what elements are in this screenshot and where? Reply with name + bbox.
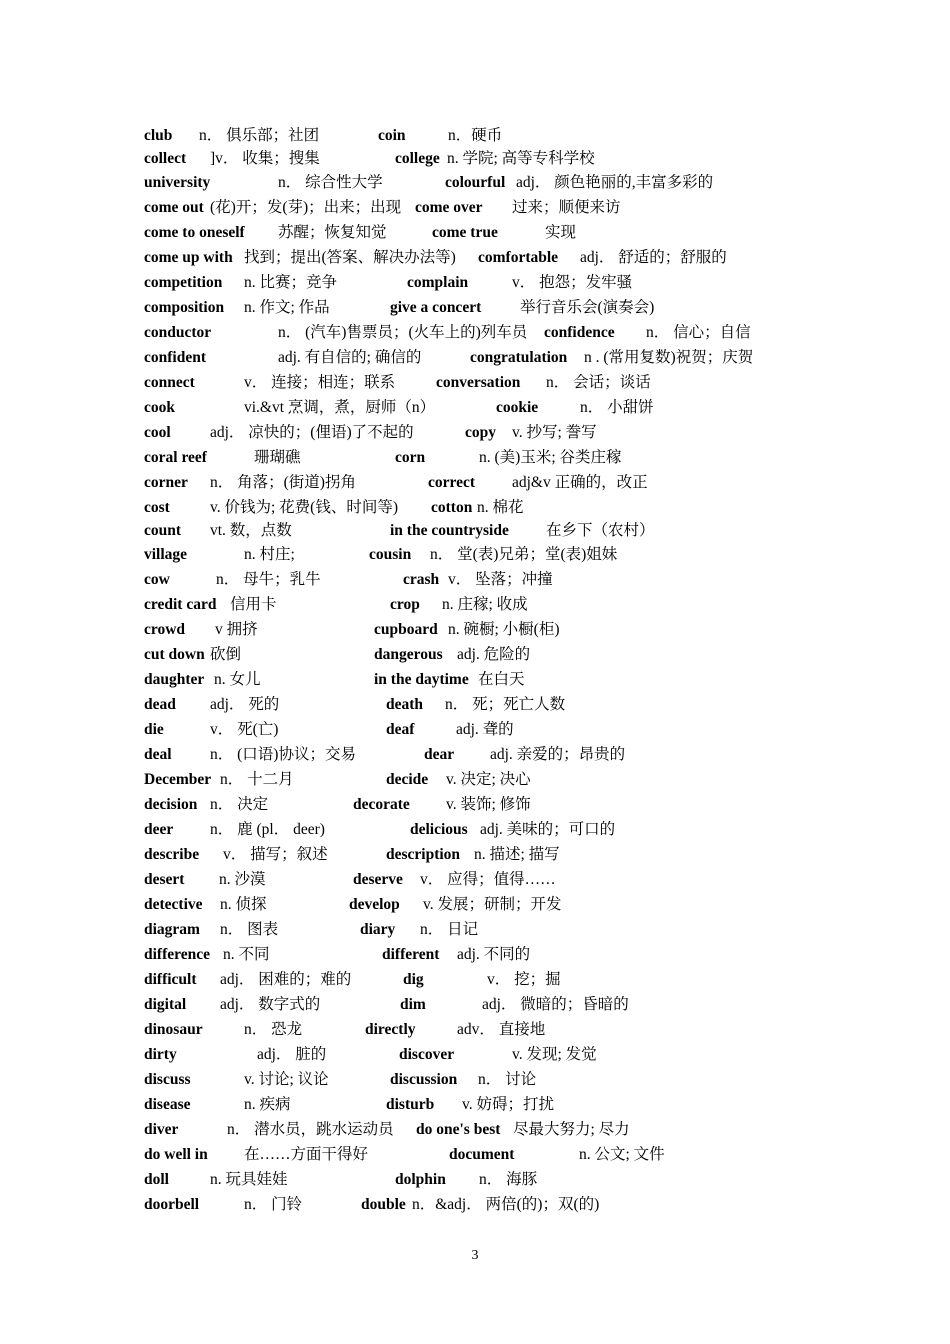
vocab-definition: adj． 舒适的；舒服的	[580, 249, 727, 266]
vocab-term: decide	[386, 771, 429, 788]
vocab-term: composition	[144, 299, 225, 316]
vocab-line-cometo	[144, 220, 844, 245]
vocab-line-creditcard	[144, 592, 844, 617]
vocab-line-detective	[144, 892, 844, 917]
vocab-term: coral reef	[144, 449, 207, 466]
vocab-term: death	[386, 696, 424, 713]
vocab-term: doll	[144, 1171, 169, 1188]
vocab-term: come over	[415, 199, 483, 216]
vocab-term: confidence	[544, 324, 615, 341]
vocab-term: die	[144, 721, 164, 738]
vocab-definition: 尽最大努力; 尽力	[513, 1121, 630, 1138]
vocab-line-daughter	[144, 667, 844, 692]
vocab-definition: adj． 死的	[210, 696, 280, 713]
vocab-definition: n. 比赛；竞争	[244, 274, 338, 291]
vocab-definition: n. 村庄;	[244, 546, 295, 563]
vocab-term: dead	[144, 696, 176, 713]
vocab-line-desert	[144, 867, 844, 892]
vocab-line-discuss	[144, 1067, 844, 1092]
vocab-term: colourful	[445, 174, 506, 191]
vocab-term: decision	[144, 796, 198, 813]
vocab-line-cook	[144, 395, 844, 420]
vocab-line-connect	[144, 370, 844, 395]
vocab-term: deal	[144, 746, 172, 763]
vocab-definition: v． 死(亡)	[210, 721, 279, 738]
vocab-term: complain	[407, 274, 469, 291]
vocab-definition: n． 角落；(街道)拐角	[210, 474, 356, 491]
vocab-term: come up with	[144, 249, 233, 266]
vocab-definition: n. 棉花	[477, 499, 524, 516]
vocab-term: dinosaur	[144, 1021, 203, 1038]
vocab-definition: n． 决定	[210, 796, 269, 813]
vocab-definition: vt. 数，点数	[210, 522, 292, 539]
vocab-definition: n. 玩具娃娃	[210, 1171, 288, 1188]
vocab-definition: n． 堂(表)兄弟；堂(表)姐妹	[430, 546, 618, 563]
vocab-line-deal	[144, 742, 844, 767]
vocab-term: dirty	[144, 1046, 177, 1063]
vocab-line-crowd	[144, 617, 844, 642]
vocab-term: digital	[144, 996, 187, 1013]
vocab-definition: (花)开；发(芽)；出来；出现	[210, 199, 402, 216]
vocab-line-die	[144, 717, 844, 742]
vocab-line-comeout	[144, 195, 844, 220]
vocab-term: copy	[465, 424, 496, 441]
vocab-definition: adj. 亲爱的；昂贵的	[490, 746, 626, 763]
vocab-term: cost	[144, 499, 170, 516]
vocab-definition: 过来；顺便来访	[512, 199, 621, 216]
vocab-line-village	[144, 542, 844, 567]
vocab-term: desert	[144, 871, 185, 888]
vocab-definition: v． 描写；叙述	[223, 846, 328, 863]
vocab-definition: adj. 不同的	[457, 946, 531, 963]
vocab-term: conversation	[436, 374, 521, 391]
vocab-term: congratulation	[470, 349, 568, 366]
vocab-term: come out	[144, 199, 204, 216]
vocab-term: different	[382, 946, 440, 963]
vocab-line-decision	[144, 792, 844, 817]
vocab-term: dolphin	[395, 1171, 446, 1188]
vocab-line-dowellin	[144, 1142, 844, 1167]
vocab-definition: n． 俱乐部；社团	[199, 127, 320, 144]
vocab-term: deaf	[386, 721, 415, 738]
vocab-definition: 在白天	[478, 671, 525, 688]
vocab-term: correct	[428, 474, 476, 491]
vocab-term: cut down	[144, 646, 205, 663]
vocab-line-disease	[144, 1092, 844, 1117]
vocab-definition: adj． 困难的；难的	[220, 971, 352, 988]
vocab-definition: n. 沙漠	[219, 871, 266, 888]
vocab-definition: 在乡下（农村）	[546, 522, 655, 539]
vocab-definition: adj. 美味的；可口的	[480, 821, 616, 838]
vocab-term: dangerous	[374, 646, 443, 663]
vocab-definition: vi.&vt 烹调，煮，厨师（n）	[244, 399, 436, 416]
vocab-line-conductor	[144, 320, 844, 345]
vocab-term: dear	[424, 746, 455, 763]
vocab-line-describe	[144, 842, 844, 867]
vocab-definition: adj. 危险的	[457, 646, 531, 663]
vocab-term: do well in	[144, 1146, 208, 1163]
vocab-definition: n． 死；死亡人数	[445, 696, 566, 713]
vocab-term: double	[361, 1196, 406, 1213]
vocab-term: come to oneself	[144, 224, 245, 241]
vocab-term: college	[395, 150, 440, 167]
vocab-definition: n．&adj． 两倍(的)；双(的)	[412, 1196, 600, 1213]
vocab-line-coralreef	[144, 445, 844, 470]
vocab-line-dinosaur	[144, 1017, 844, 1042]
vocab-definition: n． 恐龙	[244, 1021, 303, 1038]
vocab-line-confident	[144, 345, 844, 370]
vocab-definition: n． 综合性大学	[278, 174, 383, 191]
vocab-term: delicious	[410, 821, 468, 838]
vocab-definition: n． 日记	[420, 921, 479, 938]
vocab-term: discussion	[390, 1071, 458, 1088]
vocab-term: difference	[144, 946, 210, 963]
vocab-definition: n． 门铃	[244, 1196, 303, 1213]
vocab-line-cow	[144, 567, 844, 592]
vocab-line-diagram	[144, 917, 844, 942]
vocab-line-university	[144, 170, 844, 195]
vocab-definition: v. 装饰; 修饰	[446, 796, 531, 813]
vocab-term: in the daytime	[374, 671, 469, 688]
vocab-term: cook	[144, 399, 175, 416]
vocab-term: dig	[403, 971, 424, 988]
vocab-line-collect	[144, 148, 844, 170]
vocab-definition: adj． 微暗的；昏暗的	[482, 996, 629, 1013]
vocab-term: confident	[144, 349, 206, 366]
vocab-definition: adj&v 正确的，改正	[512, 474, 648, 491]
vocab-definition: n. 疾病	[244, 1096, 291, 1113]
vocab-term: club	[144, 127, 173, 144]
vocab-term: decorate	[353, 796, 410, 813]
vocab-term: directly	[365, 1021, 416, 1038]
vocab-definition: n． 潜水员，跳水运动员	[227, 1121, 394, 1138]
vocab-definition: n. 碗橱; 小橱(柜)	[448, 621, 560, 638]
vocab-definition: n． (口语)协议；交易	[210, 746, 356, 763]
vocab-line-count	[144, 520, 844, 542]
vocab-line-cost	[144, 495, 844, 520]
vocab-term: disease	[144, 1096, 191, 1113]
vocab-definition: adj. 聋的	[456, 721, 514, 738]
vocab-definition: n. 不同	[223, 946, 270, 963]
vocab-line-cool	[144, 420, 844, 445]
vocab-term: university	[144, 174, 211, 191]
vocab-definition: n． 母牛；乳牛	[216, 571, 321, 588]
vocab-definition: n． 信心；自信	[646, 324, 751, 341]
vocab-definition: n． 图表	[220, 921, 279, 938]
vocab-term: collect	[144, 150, 187, 167]
vocab-line-competition	[144, 270, 844, 295]
vocab-definition: n. 庄稼; 收成	[442, 596, 528, 613]
vocab-term: dim	[400, 996, 426, 1013]
vocab-term: describe	[144, 846, 200, 863]
vocab-term: credit card	[144, 596, 217, 613]
vocab-term: doorbell	[144, 1196, 200, 1213]
vocab-term: deserve	[353, 871, 403, 888]
vocab-definition: 在……方面干得好	[244, 1146, 369, 1163]
vocab-line-difference	[144, 942, 844, 967]
vocab-definition: n． 十二月	[220, 771, 294, 788]
vocab-term: cotton	[431, 499, 473, 516]
vocab-definition: 信用卡	[230, 596, 277, 613]
vocab-definition: n. 侦探	[220, 896, 267, 913]
vocab-definition: v． 抱怨；发牢骚	[512, 274, 633, 291]
vocab-definition: n. 描述; 描写	[474, 846, 560, 863]
vocab-term: in the countryside	[390, 522, 509, 539]
vocab-term: December	[144, 771, 212, 788]
vocab-term: cousin	[369, 546, 412, 563]
vocab-term: cupboard	[374, 621, 438, 638]
vocab-definition: 珊瑚礁	[254, 449, 301, 466]
vocab-term: cookie	[496, 399, 539, 416]
vocab-definition: n. 公文; 文件	[579, 1146, 665, 1163]
vocab-definition: 找到；提出(答案、解决办法等)	[244, 249, 456, 266]
vocab-definition: v. 发现; 发觉	[512, 1046, 597, 1063]
vocab-term: come true	[432, 224, 498, 241]
vocab-definition: n． 小甜饼	[580, 399, 654, 416]
vocab-definition: n． (汽车)售票员；(火车上的)列车员	[278, 324, 528, 341]
vocab-definition: ]v． 收集；搜集	[210, 150, 320, 167]
vocab-term: document	[449, 1146, 515, 1163]
vocab-definition: v. 妨碍；打扰	[462, 1096, 554, 1113]
page-number: 3	[471, 1248, 479, 1263]
vocab-definition: n. 作文; 作品	[244, 299, 330, 316]
vocab-definition: v． 坠落；冲撞	[448, 571, 553, 588]
vocab-line-cutdown	[144, 642, 844, 667]
vocab-term: description	[386, 846, 461, 863]
vocab-definition: v 拥挤	[215, 621, 258, 638]
vocab-term: cool	[144, 424, 171, 441]
vocab-term: difficult	[144, 971, 197, 988]
vocab-definition: n. (美)玉米; 谷类庄稼	[479, 449, 622, 466]
vocab-definition: v. 价钱为; 花费(钱、时间等)	[210, 499, 398, 516]
vocab-definition: 实现	[545, 224, 577, 241]
vocab-definition: n．硬币	[448, 127, 503, 144]
vocab-term: village	[144, 546, 188, 563]
vocab-definition: adj． 脏的	[257, 1046, 327, 1063]
vocab-term: cow	[144, 571, 170, 588]
vocab-definition: adj． 凉快的；(俚语)了不起的	[210, 424, 414, 441]
vocab-line-corner	[144, 470, 844, 495]
vocab-definition: n． 会话；谈话	[546, 374, 651, 391]
vocab-term: discuss	[144, 1071, 191, 1088]
vocab-line-dead	[144, 692, 844, 717]
vocab-definition: adv． 直接地	[457, 1021, 546, 1038]
vocab-term: detective	[144, 896, 203, 913]
vocab-definition: v． 挖；掘	[487, 971, 561, 988]
vocab-definition: v. 讨论; 议论	[244, 1071, 329, 1088]
vocab-term: corn	[395, 449, 426, 466]
vocab-definition: n. 女儿	[214, 671, 261, 688]
vocab-term: discover	[399, 1046, 455, 1063]
vocab-definition: adj． 数字式的	[220, 996, 321, 1013]
vocab-term: deer	[144, 821, 174, 838]
vocab-line-dirty	[144, 1042, 844, 1067]
vocab-term: competition	[144, 274, 223, 291]
vocab-term: do one's best	[416, 1121, 501, 1138]
vocab-definition: v. 发展；研制；开发	[423, 896, 562, 913]
vocab-definition: v． 应得；值得……	[420, 871, 556, 888]
vocab-definition: 举行音乐会(演奏会)	[520, 299, 655, 316]
vocab-definition: v． 连接；相连；联系	[244, 374, 396, 391]
vocab-definition: n． 海豚	[479, 1171, 538, 1188]
vocab-line-club	[144, 123, 844, 148]
vocab-line-december	[144, 767, 844, 792]
vocab-definition: 砍倒	[210, 646, 242, 663]
vocab-term: disturb	[386, 1096, 435, 1113]
vocab-definition: adj． 颜色艳丽的,丰富多彩的	[516, 174, 714, 191]
vocab-definition: n. 学院; 高等专科学校	[447, 150, 595, 167]
vocab-definition: v. 决定; 决心	[446, 771, 531, 788]
vocab-term: daughter	[144, 671, 205, 688]
vocab-line-diver	[144, 1117, 844, 1142]
vocab-term: develop	[349, 896, 400, 913]
vocab-term: crop	[390, 596, 420, 613]
vocab-definition: adj. 有自信的; 确信的	[278, 349, 422, 366]
vocab-definition: n . (常用复数)祝贺；庆贺	[584, 349, 754, 366]
vocab-line-doll	[144, 1167, 844, 1192]
vocab-line-difficult	[144, 967, 844, 992]
vocab-line-comeup	[144, 245, 844, 270]
vocab-term: crowd	[144, 621, 186, 638]
vocab-line-deer	[144, 817, 844, 842]
vocab-term: coin	[378, 127, 406, 144]
vocab-definition: n． 讨论	[478, 1071, 537, 1088]
vocab-line-digital	[144, 992, 844, 1017]
vocab-line-composition	[144, 295, 844, 320]
vocab-term: give a concert	[390, 299, 482, 316]
vocab-definition: 苏醒；恢复知觉	[278, 224, 387, 241]
vocab-term: diagram	[144, 921, 200, 938]
vocab-term: connect	[144, 374, 195, 391]
vocab-term: diver	[144, 1121, 179, 1138]
vocab-term: conductor	[144, 324, 212, 341]
vocab-term: comfortable	[478, 249, 559, 266]
vocab-line-doorbell	[144, 1192, 844, 1217]
vocab-definition: n． 鹿 (pl． deer)	[210, 821, 325, 838]
vocab-term: count	[144, 522, 182, 539]
vocabulary-list	[144, 123, 844, 1217]
vocab-definition: v. 抄写; 誊写	[512, 424, 597, 441]
vocab-term: diary	[360, 921, 396, 938]
vocab-term: crash	[403, 571, 440, 588]
vocab-term: corner	[144, 474, 188, 491]
